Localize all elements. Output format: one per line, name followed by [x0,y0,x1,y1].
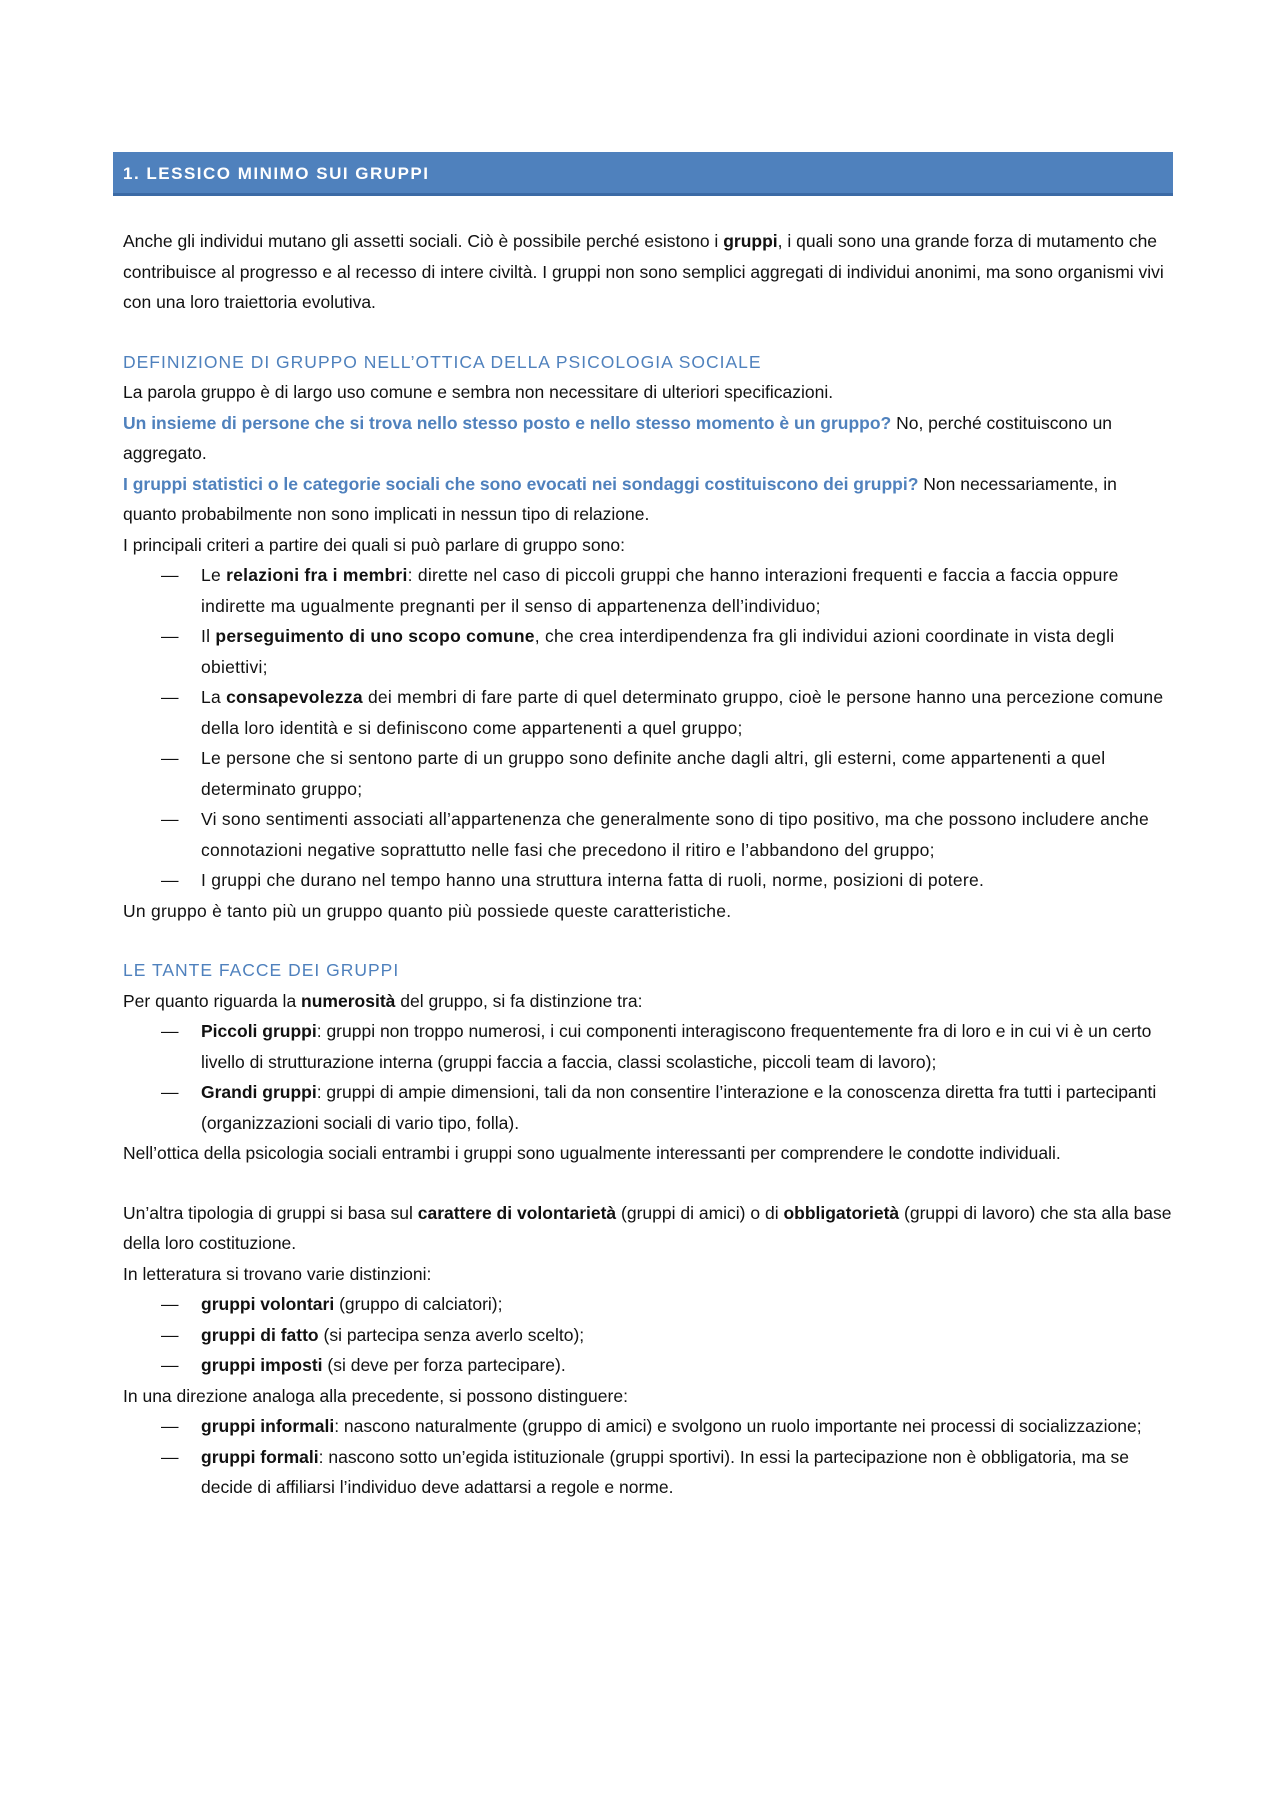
list-item: — Le relazioni fra i membri: dirette nel caso di piccoli gruppi che hanno interazioni frequenti e faccia a faccia oppure indirette ma ugualmente pregnanti per il senso di appartenenza dell’individuo; [123,560,1173,621]
facce-paragraph-2: Nell’ottica della psicologia sociali entrambi i gruppi sono ugualmente interessanti per comprendere le condotte individuali. [123,1143,1061,1163]
facce-paragraph-4: In letteratura si trovano varie distinzioni: [123,1263,432,1284]
heading-facce: LE TANTE FACCE DEI GRUPPI [123,960,400,980]
list-item: — gruppi informali: nascono naturalmente (gruppo di amici) e svolgono un ruolo importante nei processi di socializzazione; [123,1411,1173,1442]
list-item: — gruppi formali: nascono sotto un’egida istituzionale (gruppi sportivi). In essi la partecipazione non è obbligatoria, ma se decide di affiliarsi l’individuo deve adattarsi a regole e norme. [123,1442,1173,1503]
def-paragraph-1: La parola gruppo è di largo uso comune e sembra non necessitare di ulteriori specificazioni. [123,382,834,402]
facce-paragraph-5: In una direzione analoga alla precedente, si possono distinguere: [123,1385,628,1406]
intro-bold-gruppi: gruppi [723,231,778,251]
def-question-1 [123,408,1173,469]
document-body [123,226,1173,1503]
list-item: — gruppi volontari (gruppo di calciatori); [123,1289,1173,1320]
criteria-list [123,560,1173,896]
list-item: — Il perseguimento di uno scopo comune, che crea interdipendenza fra gli individui azioni coordinate in vista degli obiettivi; [123,621,1173,682]
list-item: — La consapevolezza dei membri di fare parte di quel determinato gruppo, cioè le persone hanno una percezione comune della loro identità e si definiscono come appartenenti a quel gruppo; [123,682,1173,743]
answer-2-text: Non necessariamente, in quanto probabilmente non sono implicati in nessun tipo di relazione. [123,473,1117,524]
list-item: — gruppi di fatto (si partecipa senza averlo scelto); [123,1320,1173,1351]
list-item: — Piccoli gruppi: gruppi non troppo numerosi, i cui componenti interagiscono frequentemente fra di loro e in cui vi è un certo livello di strutturazione interna (gruppi faccia a faccia, classi scolastiche, piccoli team di lavoro); [123,1016,1173,1077]
intro-text-2: , i quali sono una grande forza di mutamento che contribuisce al progresso e al recesso di intere civiltà. I gruppi non sono semplici aggregati di individui anonimi, ma sono organismi vivi con una loro traiettoria evolutiva. [123,231,1164,312]
def-question-2 [123,469,1173,530]
section-title: 1. LESSICO MINIMO SUI GRUPPI [123,164,430,183]
list-item: — Le persone che si sentono parte di un gruppo sono definite anche dagli altri, gli esterni, come appartenenti a quel determinato gruppo; [123,743,1173,804]
facce-paragraph-3: Un’altra tipologia di gruppi si basa sul carattere di volontarietà (gruppi di amici) o di obbligatorietà (gruppi di lavoro) che sta alla base della loro costituzione. [123,1202,1172,1253]
list-item: — I gruppi che durano nel tempo hanno una struttura interna fatta di ruoli, norme, posizioni di potere. [123,865,1173,896]
question-1-text: Un insieme di persone che si trova nello stesso posto e nello stesso momento è un gruppo? [123,412,892,433]
spacer [123,1169,1173,1198]
spacer [123,318,1173,347]
formal-informal-list [123,1411,1173,1503]
spacer [123,926,1173,955]
list-item: — gruppi imposti (si deve per forza partecipare). [123,1350,1173,1381]
list-item: — Vi sono sentimenti associati all’appartenenza che generalmente sono di tipo positivo, ma che possono includere anche connotazioni negative soprattutto nelle fasi che precedono il ritiro e l’abbandono del gruppo; [123,804,1173,865]
section-header-bar [113,152,1173,196]
def-paragraph-3: Un gruppo è tanto più un gruppo quanto più possiede queste caratteristiche. [123,900,732,921]
size-list [123,1016,1173,1138]
def-paragraph-2: I principali criteri a partire dei quali si può parlare di gruppo sono: [123,534,625,555]
heading-definizione: DEFINIZIONE DI GRUPPO NELL’OTTICA DELLA PSICOLOGIA SOCIALE [123,351,762,372]
intro-paragraph [123,226,1173,318]
question-2-text: I gruppi statistici o le categorie sociali che sono evocati nei sondaggi costituiscono dei gruppi? [123,473,919,494]
facce-paragraph-1: Per quanto riguarda la numerosità del gruppo, si fa distinzione tra: [123,990,643,1011]
distinctions-list [123,1289,1173,1381]
list-item: — Grandi gruppi: gruppi di ampie dimensioni, tali da non consentire l’interazione e la conoscenza diretta fra tutti i partecipanti (organizzazioni sociali di vario tipo, folla). [123,1077,1173,1138]
answer-1-text: No, perché costituiscono un aggregato. [123,412,1113,463]
intro-text-1: Anche gli individui mutano gli assetti sociali. Ciò è possibile perché esistono i [123,231,724,251]
